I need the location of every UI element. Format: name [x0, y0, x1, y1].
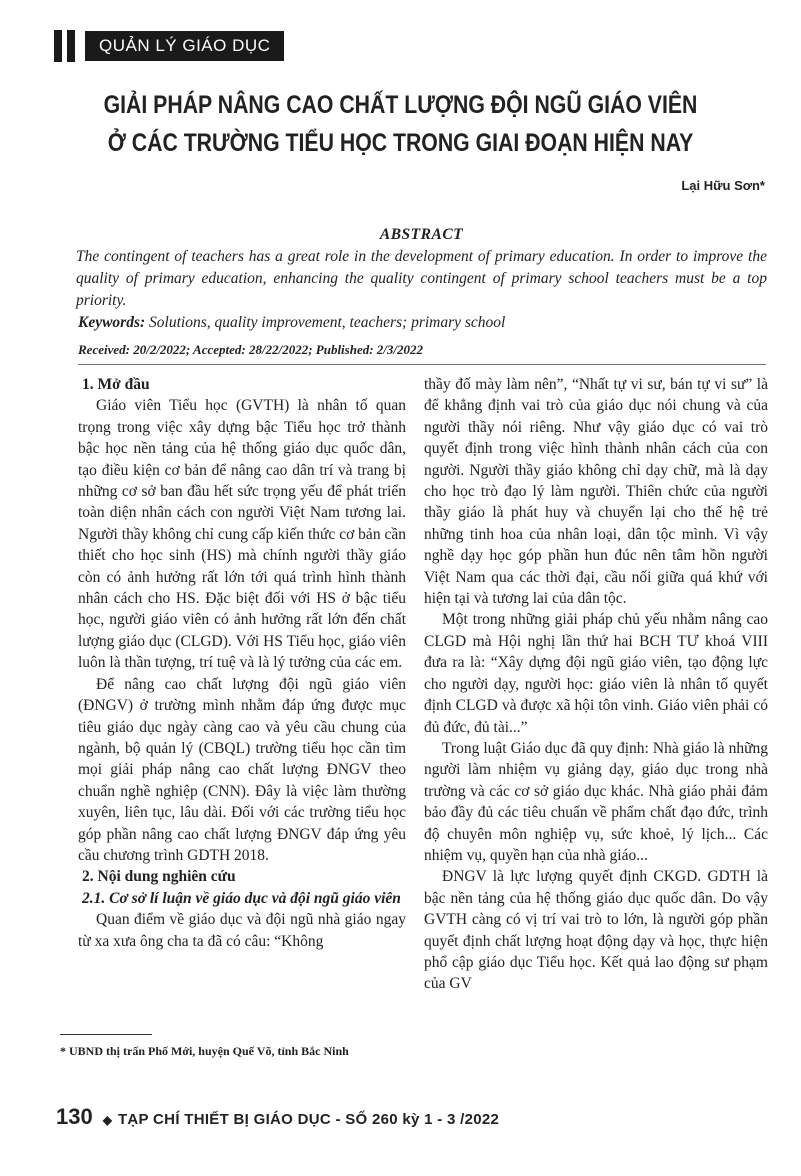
header-bar [67, 30, 75, 62]
publication-dates: Received: 20/2/2022; Accepted: 28/22/2022; Published: 2/3/2022 [78, 342, 424, 357]
paragraph: Trong luật Giáo dục đã quy định: Nhà giáo là những người làm nhiệm vụ giảng dạy, giáo dục trong nhà trường và các cơ sở giáo dục khác. Nhà giáo phải đảm bảo đầy đủ các tiêu chuẩn về phẩm chất đạo đức, trình độ chuyên môn nghiệp vụ, sức khoẻ, lý lịch... Các nhiệm vụ, quyền hạn của nhà giáo... [424, 739, 768, 864]
section-heading: 2. Nội dung nghiên cứu [82, 868, 236, 886]
title-line: GIẢI PHÁP NÂNG CAO CHẤT LƯỢNG ĐỘI NGŨ GIÁO VIÊN [103, 91, 698, 119]
left-column [78, 374, 406, 952]
keywords-label: Keywords: [78, 314, 146, 331]
title-line: Ở CÁC TRƯỜNG TIỂU HỌC TRONG GIAI ĐOẠN HIỆN NAY [107, 129, 694, 157]
diamond-icon: ◆ [102, 1113, 112, 1127]
abstract-text: The contingent of teachers has a great role in the development of primary education. In order to improve the quality of primary education, enhancing the quality contingent of primary school teachers must be a top priority. [76, 248, 767, 309]
divider [78, 364, 766, 365]
journal-name: TẠP CHÍ THIẾT BỊ GIÁO DỤC - SỐ 260 kỳ 1 - 3 /2022 [117, 1111, 500, 1128]
paragraph: Một trong những giải pháp chủ yếu nhằm nâng cao CLGD mà Hội nghị lần thứ hai BCH TƯ khoá VIII đưa ra là: “Xây dựng đội ngũ giáo viên, tạo động lực cho người dạy, người học: giáo viên là nhân tố quyết định CLGD và được xã hội tôn vinh. Giáo viên phải có đủ đức, đủ tài...” [424, 611, 768, 736]
header-bar [54, 30, 62, 62]
section-heading: 1. Mở đầu [82, 376, 150, 393]
article-title [94, 86, 707, 162]
keywords [78, 312, 767, 334]
paragraph: Quan điểm về giáo dục và đội ngũ nhà giáo ngay từ xa xưa ông cha ta đã có câu: “Không [78, 911, 406, 950]
page-footer [56, 1104, 499, 1130]
abstract [76, 224, 767, 312]
page-number: 130 [56, 1104, 93, 1129]
section-header [54, 28, 284, 64]
section-label: QUẢN LÝ GIÁO DỤC [85, 31, 284, 61]
right-column [424, 374, 768, 995]
keywords-text: Solutions, quality improvement, teachers; primary school [149, 314, 506, 331]
footnote-divider [60, 1034, 152, 1035]
paragraph: thầy đố mày làm nên”, “Nhất tự vi sư, bán tự vi sư” là để khẳng định vai trò của giáo dục nói chung và của người thầy nói riêng. Như vậy giáo dục có vai trò quyết định trong việc hình thành nhân cách của con người. Người thầy giáo không chỉ dạy chữ, mà là dạy cho học trò đạo lý làm người. Thiên chức của người thầy giáo là phát huy và chuyển lại cho thế hệ trẻ những tinh hoa của nhân loại, dân tộc mình. Vì vậy nghề dạy học góp phần hun đúc nên tâm hồn người Việt Nam qua các thời đại, cầu nối giữa quá khứ với hiện tại và tương lai của dân tộc. [424, 376, 768, 608]
paragraph: ĐNGV là lực lượng quyết định CKGD. GDTH là bậc nền tảng của hệ thống giáo dục quốc dân. Do vậy GVTH càng có vị trí vai trò to lớn, là người góp phần quyết định chất lượng hoạt động dạy và học, thực hiện phổ cập giáo dục Tiểu học. Kết quả lao động sư phạm của GV [424, 868, 768, 993]
abstract-heading: ABSTRACT [379, 226, 464, 243]
paragraph: Để nâng cao chất lượng đội ngũ giáo viên (ĐNGV) ở trường mình nhằm đáp ứng được mục tiêu giáo dục ngày càng cao và yêu cầu chung của ngành, bộ quản lý (CBQL) trường tiểu học cần tìm mọi giải pháp nâng cao chất lượng ĐNGV theo chuẩn nghề nghiệp (CNN). Đây là việc làm thường xuyên, liên tục, lâu dài. Đối với các trường tiểu học góp phần nâng cao chất lượng ĐNGV đáp ứng yêu cầu chương trình GDTH 2018. [78, 675, 406, 864]
subsection-heading: 2.1. Cơ sở lí luận về giáo dục và đội ngũ giáo viên [82, 889, 401, 907]
author: Lại Hữu Sơn* [681, 178, 765, 193]
paragraph: Giáo viên Tiểu học (GVTH) là nhân tố quan trọng trong việc xây dựng bậc Tiểu học trở thành bậc học nền tảng của hệ thống giáo dục quốc dân, tạo điều kiện cơ bản để nâng cao dân trí và trang bị những cơ sở ban đầu hết sức trọng yếu để phát triển toàn diện nhân cách con người Việt Nam tương lai. Người thầy không chỉ cung cấp kiến thức cơ bản cần thiết cho học sinh (HS) mà chính người thầy giáo còn có ảnh hưởng rất lớn tới quá trình hình thành nhân cách cho HS. Đặc biệt đối với HS ở bậc tiểu học, người giáo viên có ảnh hưởng rất lớn đến chất lượng giáo dục (CLGD). Với HS Tiểu học, giáo viên luôn là thần tượng, trí tuệ và là lý tưởng của các em. [78, 397, 406, 672]
footnote: * UBND thị trấn Phố Mới, huyện Quế Võ, tỉnh Bắc Ninh [60, 1044, 349, 1058]
